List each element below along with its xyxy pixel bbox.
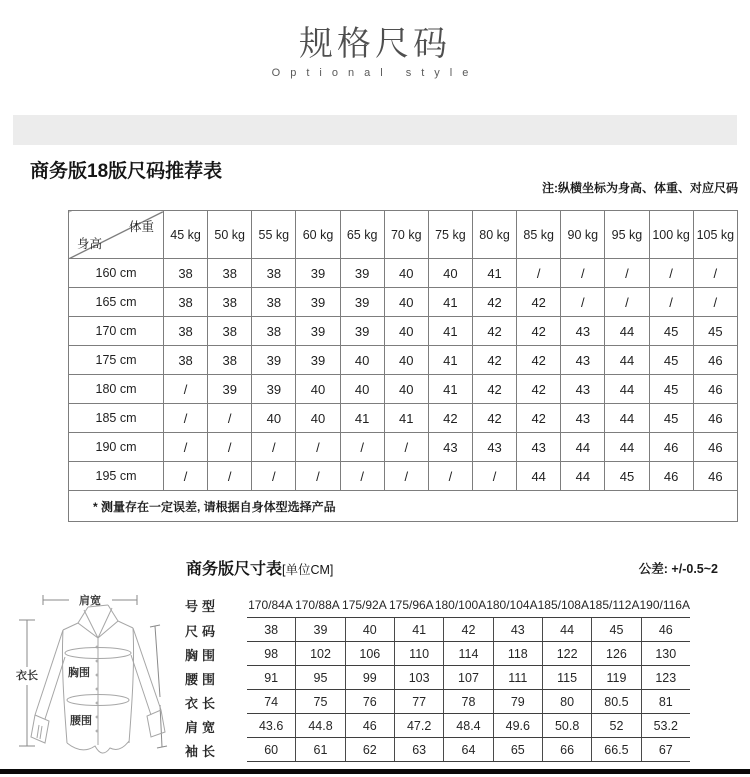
size-cell: 40 bbox=[384, 259, 428, 288]
size-cell: 39 bbox=[296, 346, 340, 375]
weight-header-cell: 95 kg bbox=[605, 211, 649, 259]
page-title: 规格尺码 bbox=[299, 25, 451, 63]
spec-row-cells bbox=[247, 738, 690, 762]
spec-rows bbox=[185, 618, 690, 762]
size-cell: 40 bbox=[340, 346, 384, 375]
spec-cell: 52 bbox=[591, 714, 640, 737]
spec-cell: 76 bbox=[345, 690, 394, 713]
spec-row-label: 胸围 bbox=[185, 647, 220, 663]
spec-row-label: 腰围 bbox=[185, 671, 220, 687]
size-cell: 42 bbox=[517, 404, 561, 433]
size-cell: 42 bbox=[517, 288, 561, 317]
spec-row-cells bbox=[247, 618, 690, 642]
size-cell: 41 bbox=[428, 288, 472, 317]
size-cell: 44 bbox=[605, 317, 649, 346]
spec-table-title: 商务版尺寸表 bbox=[186, 561, 283, 578]
size-cell: 46 bbox=[649, 462, 693, 491]
axis-note: 注:纵横坐标为身高、体重、对应尺码 bbox=[542, 181, 738, 195]
spec-header-cell: 170/84A bbox=[248, 597, 293, 612]
footnote-row bbox=[69, 491, 738, 522]
spec-cell: 103 bbox=[394, 666, 443, 689]
size-cell: 46 bbox=[693, 346, 737, 375]
size-cell: 41 bbox=[472, 259, 516, 288]
size-cell: 46 bbox=[693, 404, 737, 433]
size-table-row bbox=[69, 259, 738, 288]
spec-cell: 81 bbox=[641, 690, 690, 713]
size-cell: 38 bbox=[164, 288, 208, 317]
spec-cell: 102 bbox=[295, 642, 344, 665]
spec-table-unit: [单位CM] bbox=[282, 563, 334, 577]
spec-header-cell: 180/100A bbox=[434, 597, 487, 612]
size-cell: 38 bbox=[208, 317, 252, 346]
height-header-cell: 165 cm bbox=[69, 288, 164, 317]
spec-cell: 130 bbox=[641, 642, 690, 665]
size-cell: 40 bbox=[252, 404, 296, 433]
size-cell: 38 bbox=[252, 259, 296, 288]
size-cell: 39 bbox=[340, 317, 384, 346]
spec-header-label: 号型 bbox=[185, 598, 220, 614]
size-cell: / bbox=[561, 288, 605, 317]
size-cell: 45 bbox=[605, 462, 649, 491]
weight-header-cell: 105 kg bbox=[693, 211, 737, 259]
spec-header-row bbox=[185, 592, 690, 618]
spec-header-cell: 190/116A bbox=[639, 597, 690, 612]
size-cell: / bbox=[384, 462, 428, 491]
size-cell: 42 bbox=[472, 317, 516, 346]
weight-header-cell: 90 kg bbox=[561, 211, 605, 259]
size-cell: / bbox=[649, 288, 693, 317]
spec-cell: 78 bbox=[443, 690, 492, 713]
size-cell: 42 bbox=[517, 346, 561, 375]
height-header-cell: 175 cm bbox=[69, 346, 164, 375]
corner-cell bbox=[69, 211, 164, 259]
size-cell: / bbox=[164, 462, 208, 491]
size-cell: 40 bbox=[384, 375, 428, 404]
spec-row bbox=[185, 666, 690, 690]
size-cell: / bbox=[296, 462, 340, 491]
size-cell: / bbox=[472, 462, 516, 491]
weight-header-cell: 80 kg bbox=[472, 211, 516, 259]
spec-row-cells bbox=[247, 690, 690, 714]
weight-header-cell: 100 kg bbox=[649, 211, 693, 259]
height-header-cell: 190 cm bbox=[69, 433, 164, 462]
spec-row-label: 尺码 bbox=[185, 623, 220, 639]
size-cell: 44 bbox=[605, 433, 649, 462]
size-table-row bbox=[69, 404, 738, 433]
size-cell: / bbox=[605, 259, 649, 288]
spec-cell: 43.6 bbox=[258, 718, 284, 733]
size-cell: 38 bbox=[208, 346, 252, 375]
size-recommendation-table bbox=[68, 210, 738, 522]
spec-cell: 98 bbox=[264, 646, 279, 661]
size-cell: 46 bbox=[649, 433, 693, 462]
size-cell: 45 bbox=[693, 317, 737, 346]
size-cell: 42 bbox=[517, 375, 561, 404]
spec-row-label: 袖长 bbox=[185, 743, 220, 759]
height-header-cell: 185 cm bbox=[69, 404, 164, 433]
spec-cell: 66.5 bbox=[591, 738, 640, 761]
size-cell: 46 bbox=[693, 462, 737, 491]
size-cell: / bbox=[296, 433, 340, 462]
spec-cell: 107 bbox=[443, 666, 492, 689]
size-cell: / bbox=[649, 259, 693, 288]
spec-cell: 49.6 bbox=[493, 714, 542, 737]
size-cell: / bbox=[208, 404, 252, 433]
spec-cell: 67 bbox=[641, 738, 690, 761]
size-cell: / bbox=[208, 433, 252, 462]
size-cell: / bbox=[693, 259, 737, 288]
spec-header-cell: 180/104A bbox=[486, 597, 538, 612]
size-cell: / bbox=[252, 462, 296, 491]
size-cell: 42 bbox=[472, 375, 516, 404]
spec-cell: 75 bbox=[295, 690, 344, 713]
table-footnote: * 测量存在一定误差, 请根据自身体型选择产品 bbox=[69, 491, 738, 522]
spec-row-cells bbox=[247, 714, 690, 738]
spec-row-label: 肩宽 bbox=[185, 719, 220, 735]
spec-cell: 39 bbox=[295, 618, 344, 641]
spec-cell: 66 bbox=[542, 738, 591, 761]
garment-length-label: 衣长 bbox=[16, 670, 38, 682]
size-cell: 40 bbox=[296, 375, 340, 404]
size-cell: 39 bbox=[340, 259, 384, 288]
spec-header-cells bbox=[247, 592, 690, 618]
size-cell: 38 bbox=[164, 317, 208, 346]
size-cell: 44 bbox=[517, 462, 561, 491]
weight-header-cell: 85 kg bbox=[517, 211, 561, 259]
size-cell: / bbox=[517, 259, 561, 288]
size-cell: 41 bbox=[428, 375, 472, 404]
spec-cell: 46 bbox=[345, 714, 394, 737]
size-cell: / bbox=[252, 433, 296, 462]
chest-label: 胸围 bbox=[68, 667, 90, 679]
spec-header-cell: 170/88A bbox=[295, 597, 340, 612]
spec-cell: 64 bbox=[443, 738, 492, 761]
size-cell: 42 bbox=[472, 404, 516, 433]
size-cell: / bbox=[693, 288, 737, 317]
weight-header-cell: 50 kg bbox=[208, 211, 252, 259]
size-cell: 44 bbox=[605, 346, 649, 375]
recommendation-table-title: 商务版18版尺码推荐表 bbox=[30, 161, 223, 182]
size-cell: 40 bbox=[340, 375, 384, 404]
spec-cell: 122 bbox=[542, 642, 591, 665]
size-table-row bbox=[69, 288, 738, 317]
size-cell: 46 bbox=[693, 433, 737, 462]
size-cell: 43 bbox=[561, 375, 605, 404]
size-table-row bbox=[69, 346, 738, 375]
spec-row bbox=[185, 738, 690, 762]
spec-cell: 38 bbox=[264, 622, 279, 637]
weight-header-cell: 45 kg bbox=[164, 211, 208, 259]
size-cell: 44 bbox=[561, 462, 605, 491]
size-cell: / bbox=[208, 462, 252, 491]
size-table-body bbox=[69, 259, 738, 491]
size-table-row bbox=[69, 317, 738, 346]
spec-cell: 119 bbox=[591, 666, 640, 689]
spec-cell: 80 bbox=[542, 690, 591, 713]
spec-cell: 99 bbox=[345, 666, 394, 689]
size-cell: 43 bbox=[561, 317, 605, 346]
weight-axis-label: 体重 bbox=[128, 220, 154, 234]
spec-cell: 79 bbox=[493, 690, 542, 713]
size-cell: 44 bbox=[561, 433, 605, 462]
size-cell: 40 bbox=[384, 317, 428, 346]
size-cell: 43 bbox=[561, 346, 605, 375]
spec-cell: 110 bbox=[394, 642, 443, 665]
spec-cell: 61 bbox=[295, 738, 344, 761]
size-table-row bbox=[69, 462, 738, 491]
weight-header-cell: 65 kg bbox=[340, 211, 384, 259]
page-subtitle: Optional style bbox=[271, 67, 479, 79]
tolerance-note: 公差: +/-0.5~2 bbox=[638, 562, 718, 576]
spec-cell: 47.2 bbox=[394, 714, 443, 737]
size-cell: 45 bbox=[649, 375, 693, 404]
spec-cell: 114 bbox=[443, 642, 492, 665]
height-header-cell: 160 cm bbox=[69, 259, 164, 288]
spec-row-cells bbox=[247, 642, 690, 666]
spec-table-title-box bbox=[186, 556, 333, 579]
size-table-row bbox=[69, 375, 738, 404]
size-cell: 39 bbox=[296, 317, 340, 346]
spec-cell: 77 bbox=[394, 690, 443, 713]
size-cell: / bbox=[164, 433, 208, 462]
size-cell: 42 bbox=[428, 404, 472, 433]
size-cell: 39 bbox=[208, 375, 252, 404]
spec-header-cell: 185/112A bbox=[588, 597, 640, 612]
weight-header-row bbox=[69, 211, 738, 259]
spec-cell: 115 bbox=[542, 666, 591, 689]
size-cell: 43 bbox=[561, 404, 605, 433]
size-cell: 39 bbox=[296, 259, 340, 288]
size-cell: 42 bbox=[517, 317, 561, 346]
size-cell: / bbox=[340, 462, 384, 491]
height-header-cell: 195 cm bbox=[69, 462, 164, 491]
shoulder-width-label: 肩宽 bbox=[79, 595, 101, 607]
size-cell: 44 bbox=[605, 404, 649, 433]
size-cell: 38 bbox=[208, 288, 252, 317]
size-cell: 39 bbox=[252, 346, 296, 375]
height-axis-label: 身高 bbox=[77, 237, 103, 251]
spec-cell: 74 bbox=[264, 694, 279, 709]
spec-cell: 126 bbox=[591, 642, 640, 665]
size-cell: 45 bbox=[649, 317, 693, 346]
size-cell: / bbox=[428, 462, 472, 491]
spec-cell: 41 bbox=[394, 618, 443, 641]
spec-cell: 91 bbox=[264, 670, 279, 685]
size-cell: / bbox=[561, 259, 605, 288]
spec-cell: 123 bbox=[641, 666, 690, 689]
spec-table bbox=[185, 592, 690, 762]
size-cell: 40 bbox=[428, 259, 472, 288]
weight-header-cell: 75 kg bbox=[428, 211, 472, 259]
spec-cell: 65 bbox=[493, 738, 542, 761]
waist-label: 腰围 bbox=[70, 715, 92, 727]
size-cell: 41 bbox=[340, 404, 384, 433]
size-table-row bbox=[69, 433, 738, 462]
spec-cell: 95 bbox=[295, 666, 344, 689]
size-cell: 38 bbox=[252, 288, 296, 317]
spec-cell: 42 bbox=[443, 618, 492, 641]
spec-row bbox=[185, 642, 690, 666]
shirt-diagram bbox=[8, 585, 183, 770]
size-cell: 38 bbox=[208, 259, 252, 288]
size-cell: / bbox=[384, 433, 428, 462]
spec-cell: 63 bbox=[394, 738, 443, 761]
spec-cell: 111 bbox=[493, 666, 542, 689]
gray-divider-band bbox=[13, 115, 737, 145]
height-header-cell: 170 cm bbox=[69, 317, 164, 346]
size-cell: 44 bbox=[605, 375, 649, 404]
spec-row bbox=[185, 618, 690, 642]
size-cell: / bbox=[164, 404, 208, 433]
size-cell: 43 bbox=[428, 433, 472, 462]
spec-header-cell: 185/108A bbox=[537, 597, 589, 612]
size-cell: 38 bbox=[164, 259, 208, 288]
spec-row bbox=[185, 690, 690, 714]
size-cell: 41 bbox=[428, 317, 472, 346]
spec-row bbox=[185, 714, 690, 738]
size-cell: 42 bbox=[472, 346, 516, 375]
weight-header-cell: 60 kg bbox=[296, 211, 340, 259]
size-cell: 39 bbox=[252, 375, 296, 404]
spec-cell: 45 bbox=[591, 618, 640, 641]
spec-cell: 43 bbox=[493, 618, 542, 641]
size-cell: 41 bbox=[428, 346, 472, 375]
size-cell: 40 bbox=[384, 346, 428, 375]
spec-cell: 44.8 bbox=[295, 714, 344, 737]
spec-cell: 44 bbox=[542, 618, 591, 641]
spec-row-cells bbox=[247, 666, 690, 690]
spec-cell: 62 bbox=[345, 738, 394, 761]
size-cell: 39 bbox=[340, 288, 384, 317]
size-cell: 40 bbox=[296, 404, 340, 433]
size-cell: 39 bbox=[296, 288, 340, 317]
size-cell: 38 bbox=[252, 317, 296, 346]
size-cell: 41 bbox=[384, 404, 428, 433]
spec-cell: 53.2 bbox=[641, 714, 690, 737]
size-cell: 46 bbox=[693, 375, 737, 404]
spec-row-label: 衣长 bbox=[185, 695, 220, 711]
spec-cell: 106 bbox=[345, 642, 394, 665]
size-cell: 43 bbox=[517, 433, 561, 462]
spec-cell: 50.8 bbox=[542, 714, 591, 737]
size-cell: / bbox=[164, 375, 208, 404]
weight-header-cell: 70 kg bbox=[384, 211, 428, 259]
bottom-bar bbox=[0, 769, 750, 774]
spec-header-cell: 175/92A bbox=[342, 597, 387, 612]
size-cell: / bbox=[340, 433, 384, 462]
spec-header-cell: 175/96A bbox=[388, 597, 434, 612]
spec-cell: 60 bbox=[264, 742, 279, 757]
size-cell: 45 bbox=[649, 404, 693, 433]
size-cell: 38 bbox=[164, 346, 208, 375]
size-cell: 43 bbox=[472, 433, 516, 462]
size-cell: 42 bbox=[472, 288, 516, 317]
weight-header-cell: 55 kg bbox=[252, 211, 296, 259]
spec-cell: 48.4 bbox=[443, 714, 492, 737]
spec-cell: 118 bbox=[493, 642, 542, 665]
spec-cell: 80.5 bbox=[591, 690, 640, 713]
size-cell: / bbox=[605, 288, 649, 317]
size-cell: 40 bbox=[384, 288, 428, 317]
spec-cell: 46 bbox=[641, 618, 690, 641]
size-cell: 45 bbox=[649, 346, 693, 375]
height-header-cell: 180 cm bbox=[69, 375, 164, 404]
spec-cell: 40 bbox=[345, 618, 394, 641]
